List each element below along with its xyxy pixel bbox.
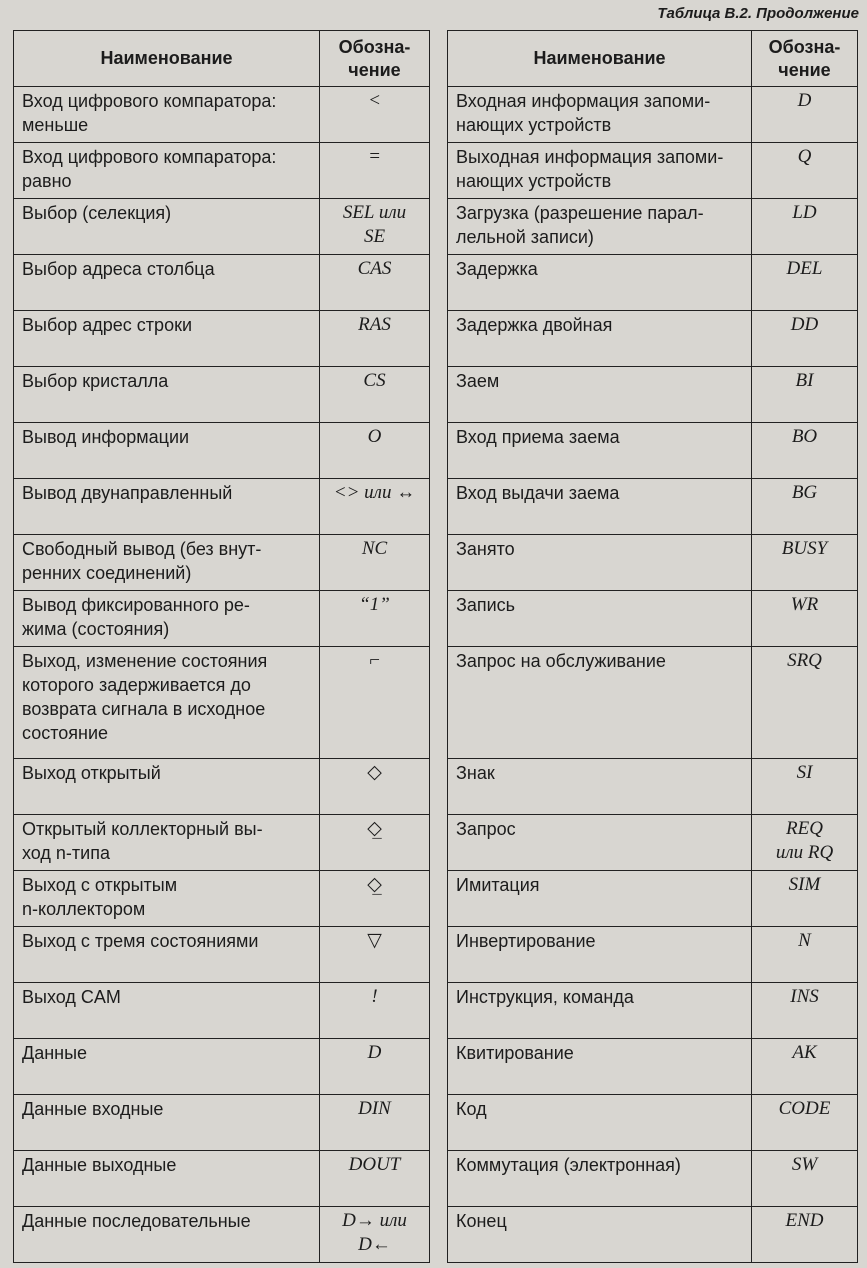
table-row <box>448 423 858 479</box>
table-row <box>448 479 858 535</box>
row-symbol-cell: CODE <box>752 1095 858 1151</box>
row-symbol-cell: END <box>752 1207 858 1263</box>
row-name-cell: Запрос на обслуживание <box>448 647 752 759</box>
table-row <box>448 815 858 871</box>
table-row <box>448 311 858 367</box>
row-symbol-cell: D <box>752 87 858 143</box>
row-name-cell: Выбор кристалла <box>14 367 320 423</box>
row-symbol-cell: ◇̲ <box>320 815 430 871</box>
table-row <box>448 1039 858 1095</box>
table-row <box>448 591 858 647</box>
row-name-cell: Занято <box>448 535 752 591</box>
row-symbol-cell: SW <box>752 1151 858 1207</box>
row-symbol-cell: DOUT <box>320 1151 430 1207</box>
row-name-cell: Открытый коллекторный вы- ход n-типа <box>14 815 320 871</box>
row-symbol-cell: INS <box>752 983 858 1039</box>
row-symbol-cell: RAS <box>320 311 430 367</box>
row-symbol-cell: SIM <box>752 871 858 927</box>
right-header-row <box>448 31 858 87</box>
symbol-column-header: Обозна- чение <box>752 31 858 87</box>
table-row <box>14 199 430 255</box>
row-name-cell: Вход выдачи заема <box>448 479 752 535</box>
row-symbol-cell: = <box>320 143 430 199</box>
row-symbol-cell: < <box>320 87 430 143</box>
row-name-cell: Данные выходные <box>14 1151 320 1207</box>
row-symbol-cell: DEL <box>752 255 858 311</box>
row-name-cell: Входная информация запоми- нающих устройств <box>448 87 752 143</box>
row-symbol-cell: CS <box>320 367 430 423</box>
row-symbol-cell: BI <box>752 367 858 423</box>
table-row <box>448 143 858 199</box>
row-name-cell: Загрузка (разрешение парал- лельной записи) <box>448 199 752 255</box>
row-name-cell: Конец <box>448 1207 752 1263</box>
row-symbol-cell: ⌐ <box>320 647 430 759</box>
row-name-cell: Выбор (селекция) <box>14 199 320 255</box>
row-name-cell: Выходная информация запоми- нающих устройств <box>448 143 752 199</box>
table-row <box>448 367 858 423</box>
table-row <box>448 1207 858 1263</box>
table-row <box>448 1095 858 1151</box>
row-symbol-cell: BG <box>752 479 858 535</box>
table-row <box>14 983 430 1039</box>
table-row <box>14 591 430 647</box>
row-name-cell: Код <box>448 1095 752 1151</box>
table-row <box>14 927 430 983</box>
table-row <box>448 87 858 143</box>
row-symbol-cell: DD <box>752 311 858 367</box>
table-caption: Таблица В.2. Продолжение <box>657 5 859 22</box>
left-table-body <box>14 87 430 1263</box>
row-name-cell: Данные <box>14 1039 320 1095</box>
row-symbol-cell: O <box>320 423 430 479</box>
row-symbol-cell: D→ или D← <box>320 1207 430 1263</box>
table-row <box>448 871 858 927</box>
row-name-cell: Выход с открытым n-коллектором <box>14 871 320 927</box>
row-name-cell: Выбор адреса столбца <box>14 255 320 311</box>
table-row <box>14 1151 430 1207</box>
row-symbol-cell: SI <box>752 759 858 815</box>
symbol-column-header: Обозна- чение <box>320 31 430 87</box>
table-row <box>14 1095 430 1151</box>
table-row <box>14 759 430 815</box>
left-table <box>13 30 430 1263</box>
row-name-cell: Выход CAM <box>14 983 320 1039</box>
table-row <box>448 199 858 255</box>
row-symbol-cell: REQ или RQ <box>752 815 858 871</box>
row-symbol-cell: “1” <box>320 591 430 647</box>
row-symbol-cell: BUSY <box>752 535 858 591</box>
row-symbol-cell: D <box>320 1039 430 1095</box>
table-row <box>14 311 430 367</box>
row-symbol-cell: NC <box>320 535 430 591</box>
row-symbol-cell: BO <box>752 423 858 479</box>
table-row <box>14 423 430 479</box>
row-name-cell: Инвертирование <box>448 927 752 983</box>
row-name-cell: Данные входные <box>14 1095 320 1151</box>
row-symbol-cell: AK <box>752 1039 858 1095</box>
table-row <box>14 1207 430 1263</box>
row-symbol-cell: SEL или SE <box>320 199 430 255</box>
row-name-cell: Задержка <box>448 255 752 311</box>
table-row <box>14 647 430 759</box>
row-name-cell: Выход открытый <box>14 759 320 815</box>
name-column-header: Наименование <box>448 31 752 87</box>
row-name-cell: Вход приема заема <box>448 423 752 479</box>
row-name-cell: Вход цифрового компаратора: меньше <box>14 87 320 143</box>
table-row <box>448 255 858 311</box>
table-row <box>14 871 430 927</box>
table-row <box>14 1039 430 1095</box>
row-symbol-cell: ▽ <box>320 927 430 983</box>
row-name-cell: Данные последовательные <box>14 1207 320 1263</box>
table-row <box>14 367 430 423</box>
table-row <box>448 535 858 591</box>
row-name-cell: Запрос <box>448 815 752 871</box>
row-name-cell: Вывод информации <box>14 423 320 479</box>
row-symbol-cell: ◇ <box>320 759 430 815</box>
table-row <box>448 927 858 983</box>
row-name-cell: Выход с тремя состояниями <box>14 927 320 983</box>
row-symbol-cell: SRQ <box>752 647 858 759</box>
table-row <box>14 143 430 199</box>
row-symbol-cell: WR <box>752 591 858 647</box>
row-name-cell: Заем <box>448 367 752 423</box>
right-table <box>447 30 858 1263</box>
row-name-cell: Запись <box>448 591 752 647</box>
table-row <box>14 535 430 591</box>
table-row <box>448 647 858 759</box>
row-symbol-cell: DIN <box>320 1095 430 1151</box>
row-symbol-cell: Q <box>752 143 858 199</box>
row-name-cell: Выход, изменение состояния которого задерживается до возврата сигнала в исходное состояние <box>14 647 320 759</box>
left-header-row <box>14 31 430 87</box>
row-name-cell: Выбор адрес строки <box>14 311 320 367</box>
name-column-header: Наименование <box>14 31 320 87</box>
row-name-cell: Квитирование <box>448 1039 752 1095</box>
row-symbol-cell: CAS <box>320 255 430 311</box>
row-name-cell: Свободный вывод (без внут- ренних соединений) <box>14 535 320 591</box>
row-name-cell: Вывод двунаправленный <box>14 479 320 535</box>
row-name-cell: Задержка двойная <box>448 311 752 367</box>
table-row <box>448 759 858 815</box>
table-row <box>448 983 858 1039</box>
row-symbol-cell: LD <box>752 199 858 255</box>
table-row <box>448 1151 858 1207</box>
table-row <box>14 815 430 871</box>
table-row <box>14 87 430 143</box>
row-name-cell: Знак <box>448 759 752 815</box>
row-name-cell: Вход цифрового компаратора: равно <box>14 143 320 199</box>
table-row <box>14 479 430 535</box>
row-symbol-cell: N <box>752 927 858 983</box>
row-name-cell: Инструкция, команда <box>448 983 752 1039</box>
row-name-cell: Коммутация (электронная) <box>448 1151 752 1207</box>
row-name-cell: Имитация <box>448 871 752 927</box>
row-symbol-cell: <> или ↔ <box>320 479 430 535</box>
row-symbol-cell: ◇̲ <box>320 871 430 927</box>
right-table-body <box>448 87 858 1263</box>
row-symbol-cell: ! <box>320 983 430 1039</box>
table-row <box>14 255 430 311</box>
row-name-cell: Вывод фиксированного ре- жима (состояния) <box>14 591 320 647</box>
